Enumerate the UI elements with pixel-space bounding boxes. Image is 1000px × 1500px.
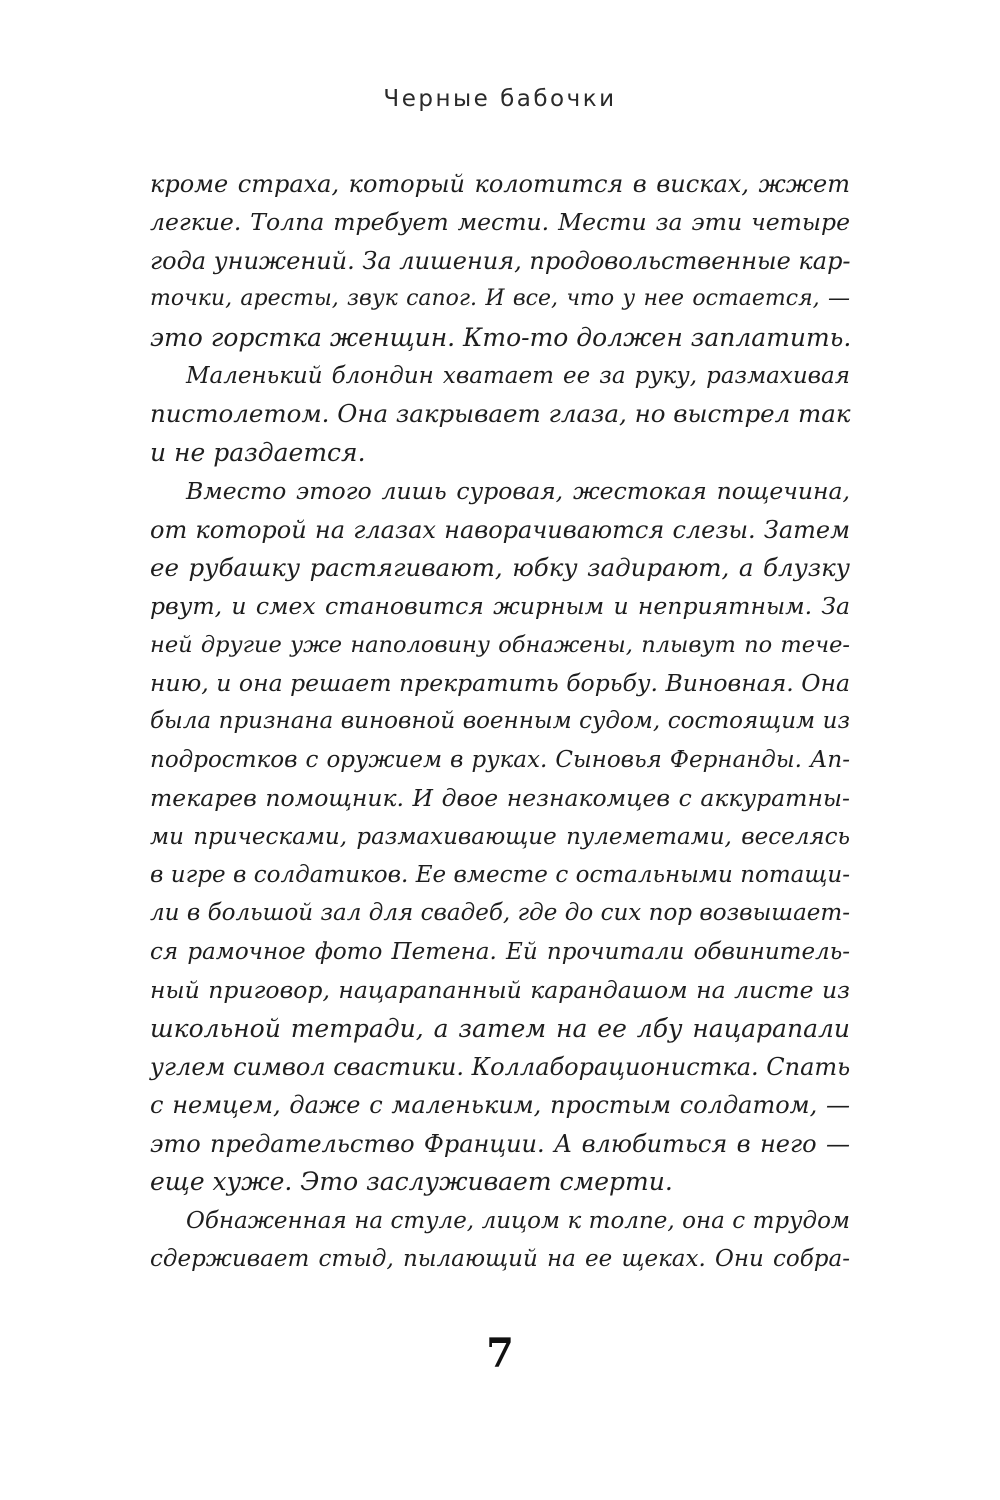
text-line: Маленький блондин хватает ее за руку, размахивая: [186, 362, 850, 389]
text-line: школьной тетради, а затем на ее лбу нацарапали: [150, 1013, 850, 1043]
page-number: 7: [486, 1330, 514, 1377]
paragraph: [150, 1202, 850, 1279]
text-line: нию, и она решает прекратить борьбу. Виновная. Она: [150, 669, 850, 698]
text-line: кроме страха, который колотится в висках, жжет: [150, 170, 850, 198]
text-line: Обнаженная на стуле, лицом к толпе, она с трудом: [186, 1207, 850, 1234]
text-line: ли в большой зал для свадеб, где до сих пор возвышает-: [150, 900, 850, 927]
text-line: Вместо этого лишь суровая, жестокая пощечина,: [186, 477, 850, 506]
running-head-title: Черные бабочки: [383, 86, 617, 112]
body-text: [150, 165, 850, 1278]
text-line: подростков с оружием в руках. Сыновья Фернанды. Ап-: [150, 746, 850, 773]
text-line: года унижений. За лишения, продовольственные кар-: [150, 246, 851, 275]
text-line: это предательство Франции. А влюбиться в него —: [150, 1129, 850, 1158]
text-line: и не раздается.: [150, 437, 366, 467]
text-line: ный приговор, нацарапанный карандашом на листе из: [150, 976, 850, 1005]
text-line: еще хуже. Это заслуживает смерти.: [150, 1167, 673, 1197]
text-line: легкие. Толпа требует мести. Мести за эти четыре: [150, 208, 850, 237]
text-line: сдерживает стыд, пылающий на ее щеках. Они собра-: [150, 1245, 850, 1272]
paragraph: [150, 165, 850, 357]
text-line: в игре в солдатиков. Ее вместе с остальными потащи-: [150, 862, 850, 889]
text-line: точки, аресты, звук сапог. И все, что у нее остается, —: [150, 286, 850, 312]
text-line: рвут, и смех становится жирным и неприятным. За: [150, 592, 850, 621]
text-line: ней другие уже наполовину обнажены, плывут по тече-: [150, 631, 850, 658]
paragraph: [150, 472, 850, 1201]
text-line: ся рамочное фото Петена. Ей прочитали обвинитель-: [150, 938, 850, 965]
text-line: была признана виновной военным судом, состоящим из: [150, 708, 850, 735]
text-line: текарев помощник. И двое незнакомцев с аккуратны-: [150, 784, 850, 813]
text-line: это горстка женщин. Кто-то должен заплатить.: [150, 322, 852, 352]
text-line: от которой на глазах наворачиваются слезы. Затем: [150, 515, 850, 544]
text-line: пистолетом. Она закрывает глаза, но выстрел так: [150, 399, 851, 429]
paragraph: [150, 357, 850, 472]
text-line: ее рубашку растягивают, юбку задирают, а блузку: [150, 552, 850, 582]
text-line: ми прическами, размахивающие пулеметами, веселясь: [150, 823, 850, 850]
text-line: углем символ свастики. Коллаборационистка. Спать: [150, 1052, 851, 1081]
text-line: с немцем, даже с маленьким, простым солдатом, —: [150, 1091, 850, 1120]
